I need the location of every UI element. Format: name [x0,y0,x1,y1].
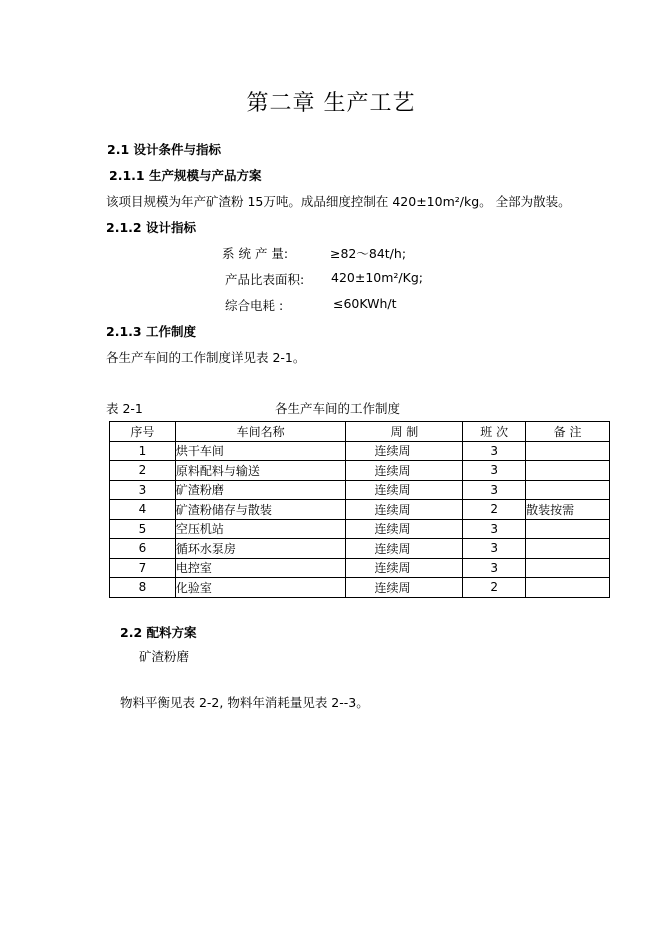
cell-index: 6 [110,539,176,559]
cell-index: 7 [110,558,176,578]
table-row [110,519,610,539]
cell-note [526,519,610,539]
chapter-title: 第二章 生产工艺 [246,91,416,116]
cell-week: 连续周 [346,519,463,539]
cell-week: 连续周 [346,441,463,461]
table-row [110,461,610,481]
cell-note: 散装按需 [526,500,610,520]
cell-workshop: 空压机站 [175,519,346,539]
cell-index: 5 [110,519,176,539]
cell-note [526,539,610,559]
cell-shift: 2 [463,578,526,598]
cell-shift: 3 [463,461,526,481]
cell-shift: 3 [463,539,526,559]
cell-workshop: 化验室 [175,578,346,598]
cell-shift: 3 [463,480,526,500]
spec-value: ≤60KWh/t [333,296,397,311]
section-2-2-subheading: 矿渣粉磨 [139,649,190,664]
balance-paragraph: 物料平衡见表 2-2, 物料年消耗量见表 2--3。 [120,695,369,710]
scale-paragraph: 该项目规模为年产矿渣粉 15万吨。成品细度控制在 420±10m²/kg。 全部为散装。 [106,194,571,209]
cell-week: 连续周 [346,500,463,520]
spec-value: ≥82～84t/h; [330,246,407,261]
table-row [110,578,610,598]
table-caption: 各生产车间的工作制度 [275,401,401,416]
spec-label: 系 统 产 量: [222,246,289,261]
cell-note [526,578,610,598]
cell-workshop: 烘干车间 [175,441,346,461]
section-2-2-heading: 2.2 配料方案 [120,625,197,640]
cell-index: 1 [110,441,176,461]
table-number: 表 2-1 [106,401,143,416]
section-2-1-2-heading: 2.1.2 设计指标 [106,220,196,235]
table-header-row [110,422,610,442]
cell-shift: 3 [463,558,526,578]
cell-index: 2 [110,461,176,481]
cell-workshop: 矿渣粉储存与散装 [175,500,346,520]
cell-index: 8 [110,578,176,598]
cell-week: 连续周 [346,539,463,559]
table-row [110,500,610,520]
cell-week: 连续周 [346,578,463,598]
cell-workshop: 原料配料与输送 [175,461,346,481]
cell-workshop: 电控室 [175,558,346,578]
cell-index: 4 [110,500,176,520]
table-row [110,480,610,500]
cell-workshop: 循环水泵房 [175,539,346,559]
column-header: 周 制 [346,422,463,442]
cell-week: 连续周 [346,461,463,481]
table-row [110,441,610,461]
section-2-1-heading: 2.1 设计条件与指标 [107,142,221,157]
cell-note [526,461,610,481]
column-header: 序号 [110,422,176,442]
section-2-1-3-heading: 2.1.3 工作制度 [106,324,196,339]
work-paragraph: 各生产车间的工作制度详见表 2-1。 [106,350,306,365]
spec-value: 420±10m²/Kg; [331,270,423,285]
cell-shift: 3 [463,519,526,539]
cell-shift: 3 [463,441,526,461]
cell-week: 连续周 [346,558,463,578]
column-header: 备 注 [526,422,610,442]
cell-shift: 2 [463,500,526,520]
cell-workshop: 矿渣粉磨 [175,480,346,500]
cell-week: 连续周 [346,480,463,500]
column-header: 班 次 [463,422,526,442]
table-row [110,558,610,578]
spec-label: 产品比表面积: [225,272,305,287]
cell-note [526,441,610,461]
table-row [110,539,610,559]
spec-label: 综合电耗 : [225,298,284,313]
cell-index: 3 [110,480,176,500]
cell-note [526,558,610,578]
cell-note [526,480,610,500]
column-header: 车间名称 [175,422,346,442]
work-schedule-table [109,421,610,598]
section-2-1-1-heading: 2.1.1 生产规模与产品方案 [109,168,262,183]
